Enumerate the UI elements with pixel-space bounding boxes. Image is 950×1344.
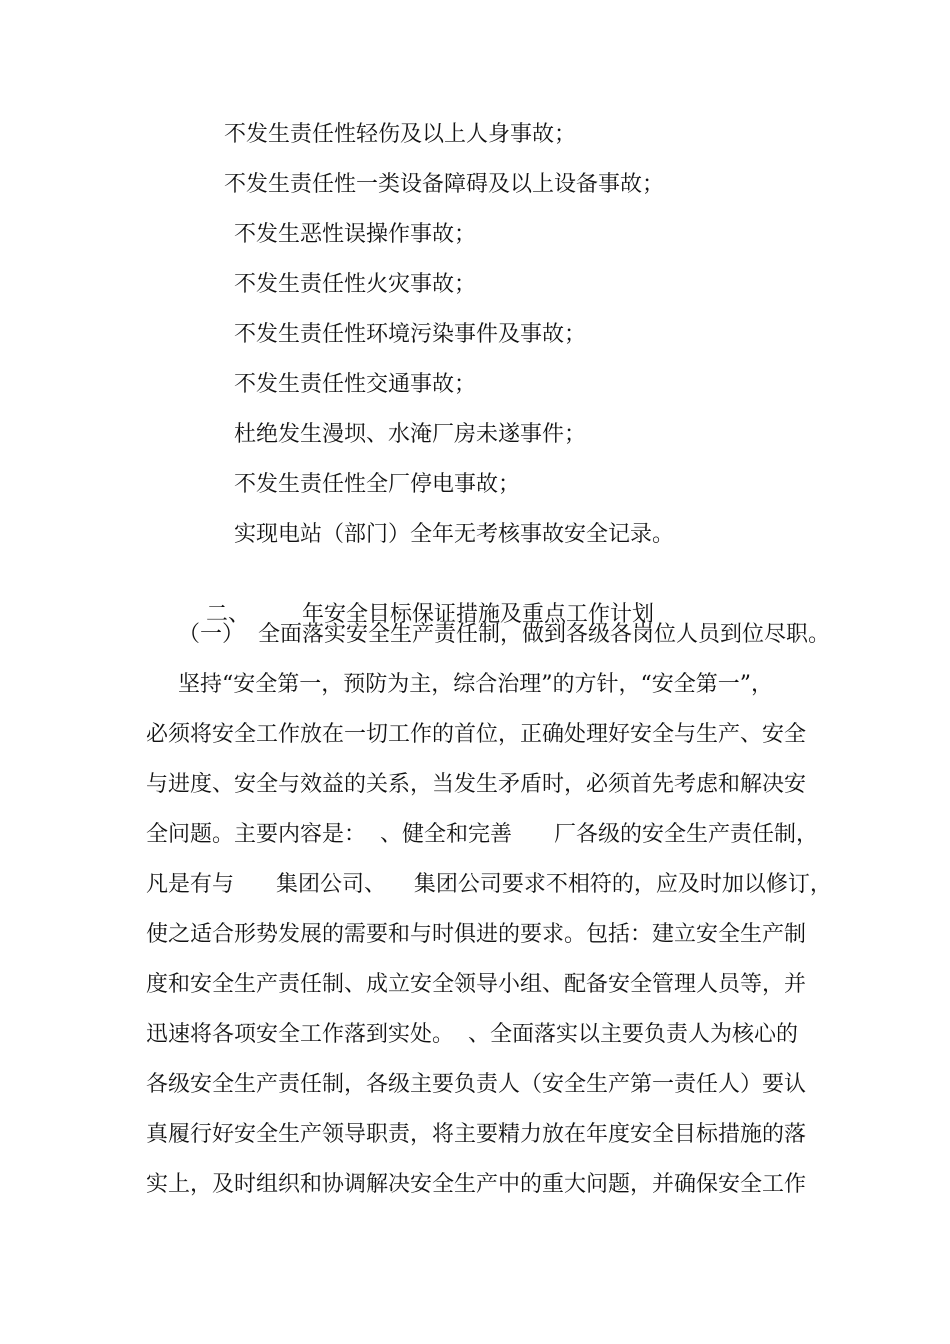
paragraph-line: 真履行好安全生产领导职责，将主要精力放在年度安全目标措施的落 <box>146 1122 807 1147</box>
paragraph-line: 与进度、安全与效益的关系，当发生矛盾时，必须首先考虑和解决安 <box>146 772 807 797</box>
list-item: 不发生责任性火灾事故； <box>234 272 477 297</box>
paragraph-line: 凡是有与 集团公司、 集团公司要求不相符的，应及时加以修订， <box>146 872 832 897</box>
list-item: 不发生恶性误操作事故； <box>234 222 477 247</box>
paragraph-line: 实上，及时组织和协调解决安全生产中的重大问题，并确保安全工作 <box>146 1172 807 1197</box>
paragraph-line: 使之适合形势发展的需要和与时俱进的要求。包括：建立安全生产制 <box>146 922 807 947</box>
paragraph-line: 各级安全生产责任制，各级主要负责人（安全生产第一责任人）要认 <box>146 1072 807 1097</box>
paragraph-line: 必须将安全工作放在一切工作的首位，正确处理好安全与生产、安全 <box>146 722 807 747</box>
list-item: 不发生责任性一类设备障碍及以上设备事故； <box>224 172 665 197</box>
list-item: 不发生责任性交通事故； <box>234 372 477 397</box>
paragraph-line: 坚持“安全第一，预防为主，综合治理”的方针，“安全第一”， <box>178 672 773 697</box>
section-number: 二、 <box>205 602 250 627</box>
list-item: 不发生责任性轻伤及以上人身事故； <box>224 122 577 147</box>
list-item: 实现电站（部门）全年无考核事故安全记录。 <box>234 522 675 547</box>
subsection-heading: （一） 全面落实安全生产责任制，做到各级各岗位人员到位尽职。 <box>178 622 830 647</box>
list-item: 不发生责任性全厂停电事故； <box>234 472 521 497</box>
paragraph-line: 度和安全生产责任制、成立安全领导小组、配备安全管理人员等，并 <box>146 972 807 997</box>
list-item: 不发生责任性环境污染事件及事故； <box>234 322 587 347</box>
paragraph-line: 全问题。主要内容是： 、健全和完善 厂各级的安全生产责任制， <box>146 822 818 847</box>
section-title: 年安全目标保证措施及重点工作计划 <box>301 602 654 627</box>
paragraph-line: 迅速将各项安全工作落到实处。 、全面落实以主要负责人为核心的 <box>146 1022 798 1047</box>
list-item: 杜绝发生漫坝、水淹厂房未遂事件； <box>234 422 587 447</box>
